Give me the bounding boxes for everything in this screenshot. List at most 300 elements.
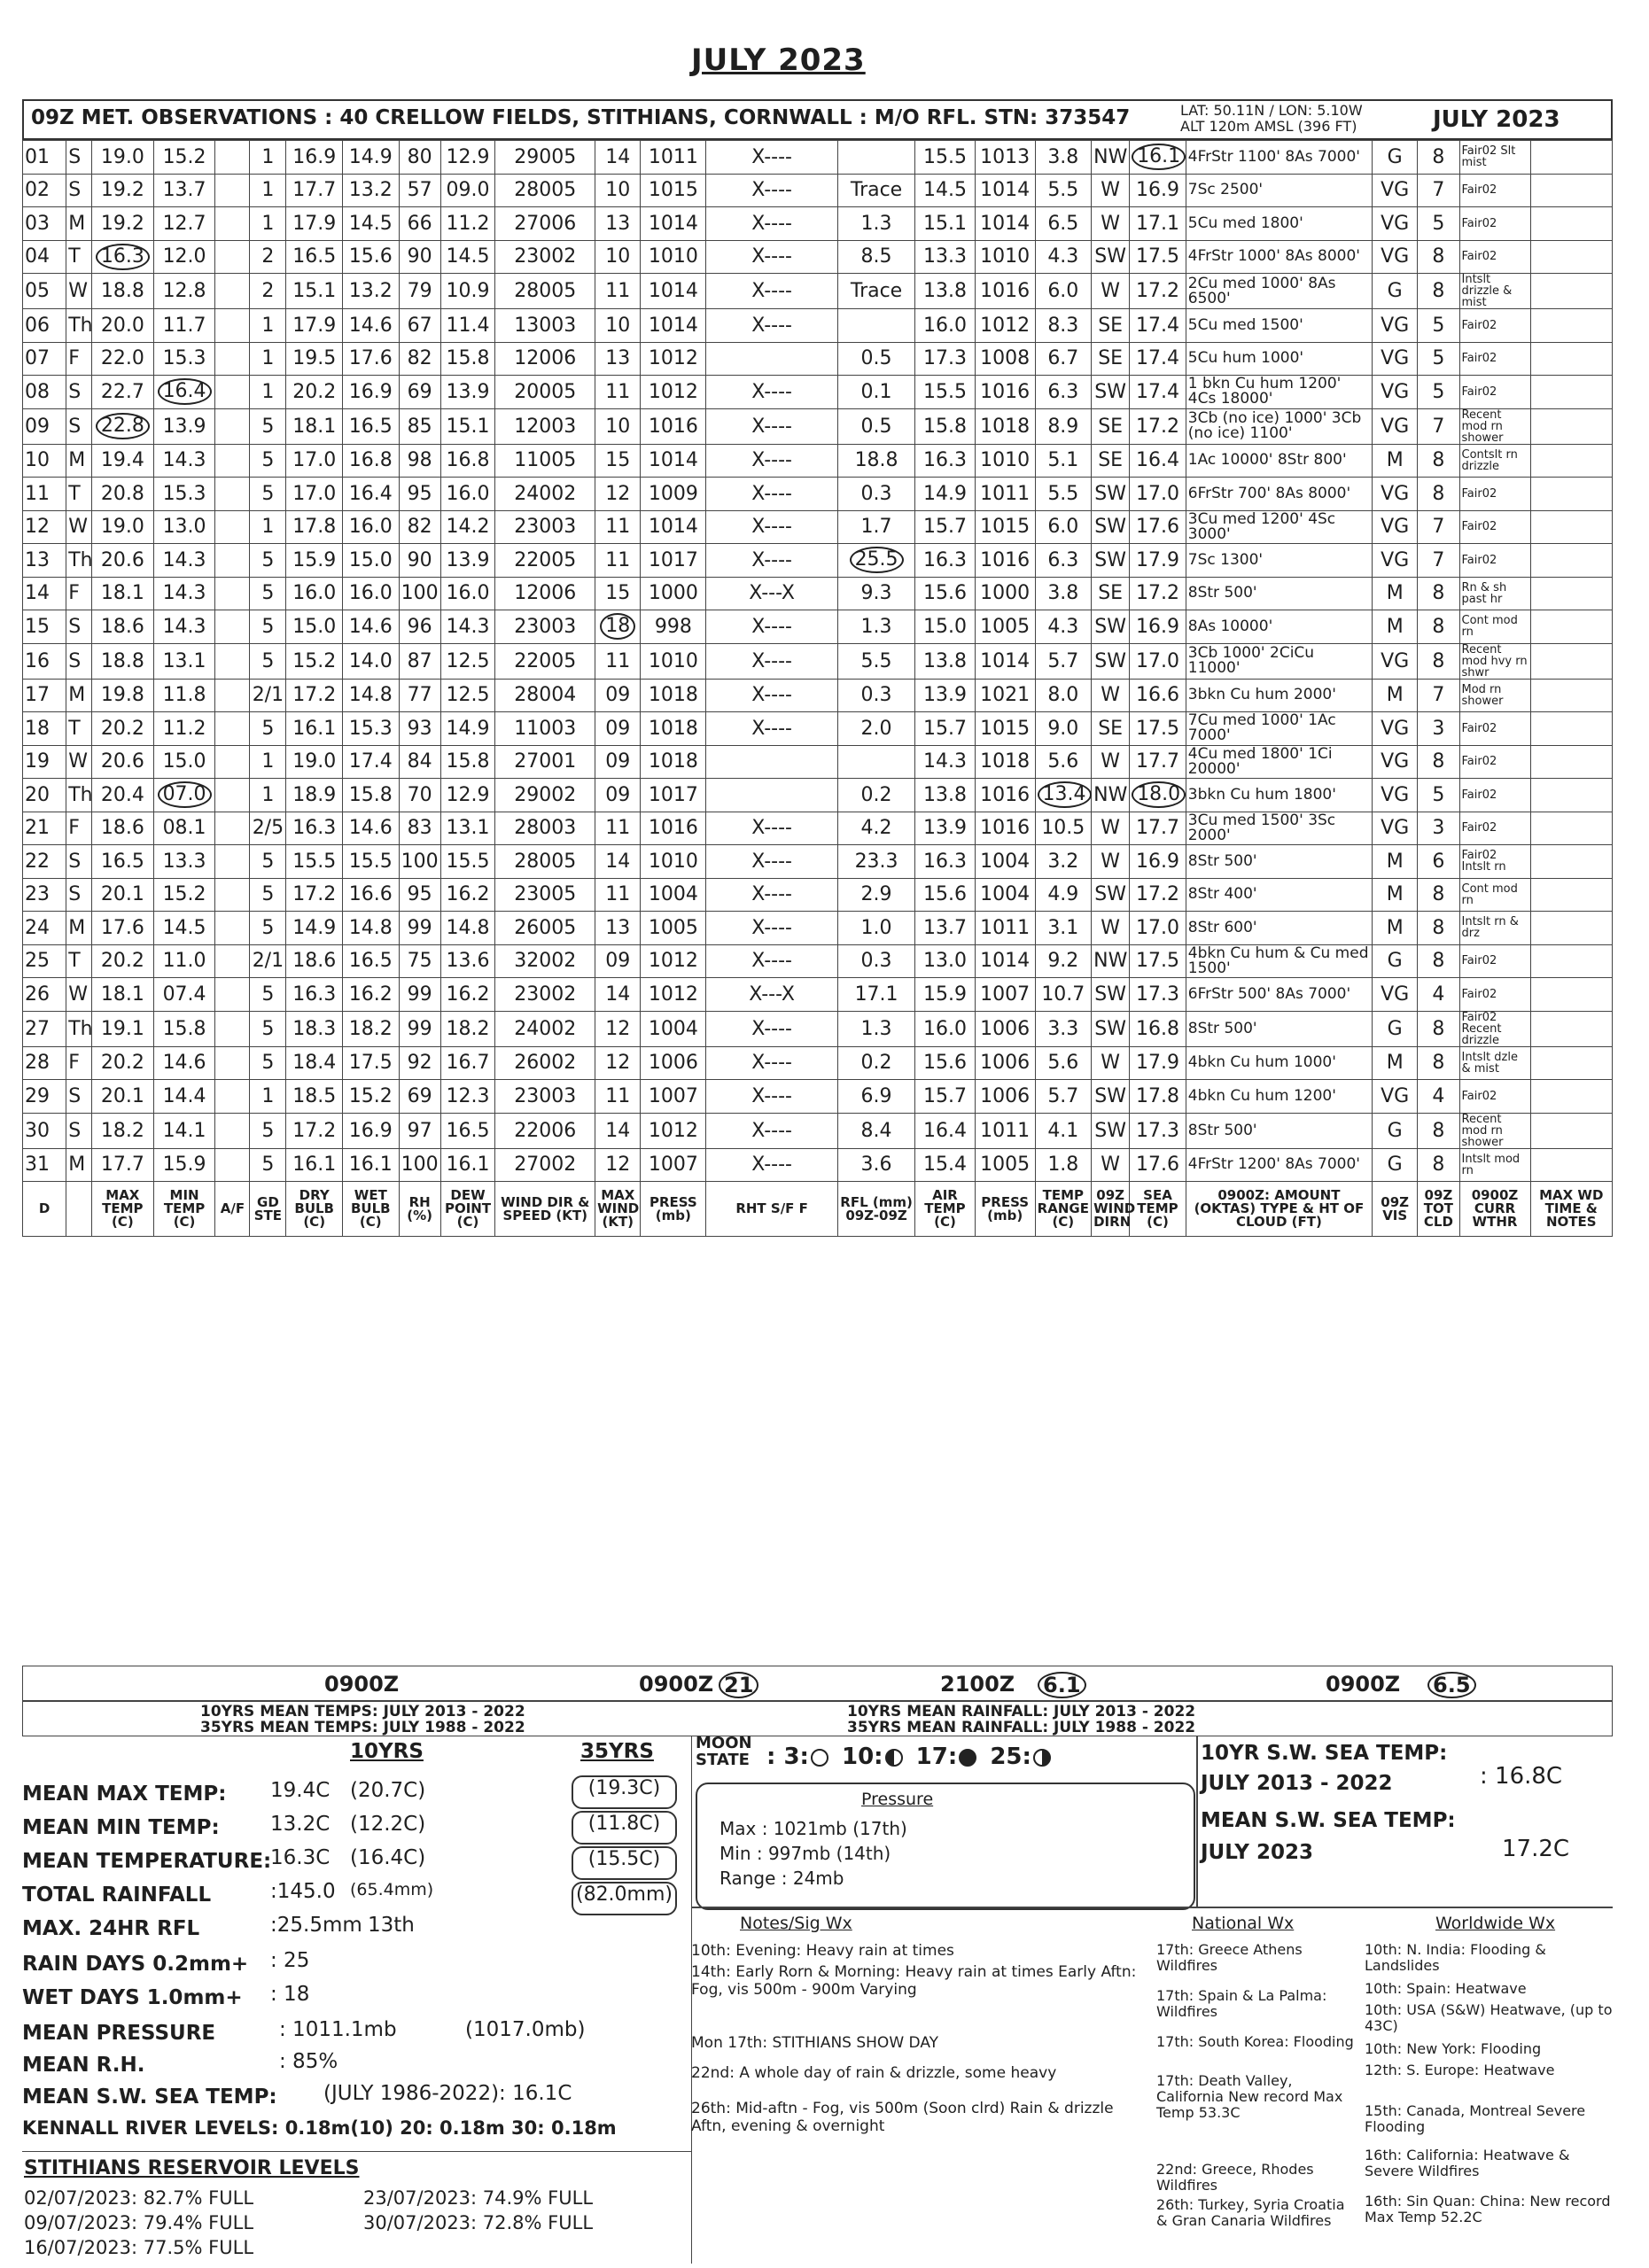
cell-dry-bulb-c-: 1 — [250, 510, 286, 544]
cell-09z-vis: 4FrStr 1200' 8As 7000' — [1186, 1148, 1372, 1182]
cell-dew-point-c-: 67 — [399, 309, 440, 343]
cell-0900z-curr-wthr: 8 — [1418, 1046, 1459, 1080]
cell-09z-wind-dirn: 5.1 — [1035, 444, 1092, 478]
cell-wet-bulb-c-: 18.6 — [286, 944, 343, 978]
cell-rh-: 14.5 — [343, 207, 400, 241]
col-header: MAX TEMP (C) — [91, 1182, 153, 1237]
cell-press-mb-: 13.9 — [915, 679, 976, 712]
cell-rht-s-f-f: 1017 — [641, 779, 706, 812]
cell-09z-tot-cld: M — [1373, 912, 1418, 945]
cell-d: 06 — [23, 309, 66, 343]
cell-gd-ste — [215, 174, 250, 207]
cell-09z-tot-cld: VG — [1373, 544, 1418, 578]
cell-max-wind-kt-: 11005 — [495, 444, 595, 478]
cell-temp-range-c-: 1016 — [975, 812, 1035, 845]
cell-09z-tot-cld: VG — [1373, 408, 1418, 444]
cell-min-temp-c-: 20.2 — [91, 712, 153, 746]
cell-0900z-amount-oktas-type-ht-of-cloud-ft-: 16.9 — [1130, 174, 1186, 207]
national-item-2: 17th: South Korea: Flooding — [1156, 2033, 1354, 2050]
cell-max-temp-c-: Th — [66, 779, 92, 812]
cell-dew-point-c-: 87 — [399, 643, 440, 679]
cell-rht-s-f-f: 1016 — [641, 812, 706, 845]
cell-dry-bulb-c-: 1 — [250, 779, 286, 812]
table-row — [23, 207, 1613, 241]
cell-temp-range-c-: 1013 — [975, 141, 1035, 175]
cell-press-mb-: 13 — [595, 912, 641, 945]
cell-press-mb-: 11 — [595, 1080, 641, 1114]
cell-min-temp-c-: 20.0 — [91, 309, 153, 343]
cell-09z-tot-cld: VG — [1373, 978, 1418, 1012]
reservoir-l1: 02/07/2023: 82.7% FULL — [24, 2187, 254, 2209]
cell-rh-: 15.5 — [343, 845, 400, 879]
cell-rh-: 14.0 — [343, 643, 400, 679]
cell-min-temp-c-: 20.8 — [91, 478, 153, 511]
cell-sea-temp-c-: W — [1092, 845, 1130, 879]
circled-value: 16.4 — [158, 378, 212, 405]
cell-min-temp-c-: 20.6 — [91, 544, 153, 578]
cell-09z-tot-cld: VG — [1373, 812, 1418, 845]
cell-dew-point-c-: 95 — [399, 878, 440, 912]
cell-press-mb-: 13.8 — [915, 779, 976, 812]
cell-max-wd-time-notes: Fair02 — [1459, 712, 1530, 746]
cell-notes — [1530, 944, 1613, 978]
mean-min-10yr: (12.2C) — [350, 1813, 426, 1836]
cell-rfl-mm-09z-09z: X---- — [706, 309, 838, 343]
cell-max-temp-c-: F — [66, 342, 92, 376]
cell-dew-point-c-: 70 — [399, 779, 440, 812]
cell-air-temp-c-: 1.3 — [837, 1011, 914, 1046]
cell-gd-ste — [215, 309, 250, 343]
cell-wet-bulb-c-: 17.8 — [286, 510, 343, 544]
circled-value: 16.3 — [96, 244, 150, 270]
cell-press-mb-: 16.3 — [915, 544, 976, 578]
cell-dew-point-c-: 99 — [399, 978, 440, 1012]
cell-09z-vis: 7Cu med 1000' 1Ac 7000' — [1186, 712, 1372, 746]
cell-wet-bulb-c-: 16.0 — [286, 577, 343, 610]
cell-gd-ste — [215, 1113, 250, 1148]
cell-max-wd-time-notes: Fair02 Slt mist — [1459, 141, 1530, 175]
cell-wind-dir-speed-kt-: 12.5 — [440, 679, 495, 712]
col-header: D — [23, 1182, 66, 1237]
cell-press-mb-: 15.4 — [915, 1148, 976, 1182]
meansea-value: (JULY 1986-2022): 16.1C — [323, 2082, 572, 2105]
cell-press-mb-: 14 — [595, 978, 641, 1012]
cell-press-mb-: 14 — [595, 845, 641, 879]
cell-max-temp-c-: T — [66, 712, 92, 746]
cell-dry-bulb-c-: 5 — [250, 544, 286, 578]
cell-0900z-curr-wthr: 5 — [1418, 376, 1459, 409]
cell-dew-point-c-: 90 — [399, 240, 440, 274]
cell-d: 21 — [23, 812, 66, 845]
cell-dry-bulb-c-: 5 — [250, 978, 286, 1012]
cell-max-wind-kt-: 23003 — [495, 610, 595, 644]
cell-0900z-amount-oktas-type-ht-of-cloud-ft-: 17.7 — [1130, 812, 1186, 845]
max24-day: 13th — [368, 1914, 415, 1937]
cell-d: 07 — [23, 342, 66, 376]
lat-lon: LAT: 50.11N / LON: 5.10W ALT 120m AMSL (396 FT) — [1180, 102, 1363, 135]
col-header: WET BULB (C) — [343, 1182, 400, 1237]
cell-press-mb-: 09 — [595, 944, 641, 978]
cell-09z-vis: 4bkn Cu hum 1200' — [1186, 1080, 1372, 1114]
cell-min-temp-c-: 22.0 — [91, 342, 153, 376]
cell-max-temp-c-: M — [66, 912, 92, 945]
cell-rh-: 14.8 — [343, 912, 400, 945]
cell-max-wind-kt-: 11003 — [495, 712, 595, 746]
cell-rfl-mm-09z-09z: X---- — [706, 944, 838, 978]
cell-rfl-mm-09z-09z: X---- — [706, 812, 838, 845]
cell-0900z-curr-wthr: 8 — [1418, 944, 1459, 978]
cell-rfl-mm-09z-09z: X---- — [706, 878, 838, 912]
cell-rfl-mm-09z-09z: X---- — [706, 207, 838, 241]
cell-0900z-curr-wthr: 8 — [1418, 1011, 1459, 1046]
cell-air-temp-c-: 0.5 — [837, 408, 914, 444]
table-row — [23, 141, 1613, 175]
table-row — [23, 610, 1613, 644]
cell-wet-bulb-c-: 16.3 — [286, 812, 343, 845]
cell-09z-tot-cld: G — [1373, 141, 1418, 175]
cell-air-temp-c-: 1.7 — [837, 510, 914, 544]
cell-press-mb-: 16.3 — [915, 845, 976, 879]
table-row — [23, 912, 1613, 945]
cell-wet-bulb-c-: 16.9 — [286, 141, 343, 175]
cell-09z-tot-cld: VG — [1373, 309, 1418, 343]
cell-gd-ste — [215, 141, 250, 175]
cell-air-temp-c-: 0.3 — [837, 679, 914, 712]
cell-temp-range-c-: 1016 — [975, 274, 1035, 309]
cell-a-f: 07.4 — [153, 978, 215, 1012]
cell-notes — [1530, 274, 1613, 309]
moon-day-2: 10: — [842, 1744, 883, 1770]
cell-09z-wind-dirn: 3.8 — [1035, 141, 1092, 175]
cell-gd-ste — [215, 577, 250, 610]
rainfall-35yr: (82.0mm) — [572, 1882, 677, 1915]
cell-gd-ste — [215, 812, 250, 845]
cell-rh-: 16.8 — [343, 444, 400, 478]
col-header: AIR TEMP (C) — [915, 1182, 976, 1237]
cell-rht-s-f-f: 1014 — [641, 309, 706, 343]
cell-sea-temp-c-: NW — [1092, 141, 1130, 175]
national-item-3: 17th: Death Valley, California New record Max Temp 53.3C — [1156, 2072, 1343, 2121]
cell-0900z-curr-wthr: 7 — [1418, 679, 1459, 712]
cell-rht-s-f-f: 998 — [641, 610, 706, 644]
cell-wet-bulb-c-: 18.3 — [286, 1011, 343, 1046]
cell-rh-: 14.6 — [343, 309, 400, 343]
cell-0900z-amount-oktas-type-ht-of-cloud-ft-: 17.0 — [1130, 912, 1186, 945]
mean-temp-10yr: (16.4C) — [350, 1846, 426, 1869]
cell-09z-tot-cld: M — [1373, 444, 1418, 478]
cell-max-wind-kt-: 27002 — [495, 1148, 595, 1182]
cell-rfl-mm-09z-09z — [706, 342, 838, 376]
cell-wet-bulb-c-: 17.9 — [286, 207, 343, 241]
cell-dew-point-c-: 98 — [399, 444, 440, 478]
cell-wet-bulb-c-: 15.0 — [286, 610, 343, 644]
cell-09z-wind-dirn: 8.0 — [1035, 679, 1092, 712]
cell-air-temp-c-: 9.3 — [837, 577, 914, 610]
cell-press-mb-: 16.0 — [915, 1011, 976, 1046]
cell-max-wd-time-notes: Fair02 — [1459, 510, 1530, 544]
new-moon-icon — [959, 1749, 976, 1767]
cell-0900z-amount-oktas-type-ht-of-cloud-ft-: 17.7 — [1130, 745, 1186, 779]
raindays-label: RAIN DAYS 0.2mm+ — [22, 1953, 249, 1976]
cell-dry-bulb-c-: 2 — [250, 240, 286, 274]
cell-sea-temp-c-: W — [1092, 1046, 1130, 1080]
cell-d: 11 — [23, 478, 66, 511]
cell-09z-tot-cld: VG — [1373, 510, 1418, 544]
cell-max-temp-c-: F — [66, 577, 92, 610]
cell-0900z-curr-wthr: 8 — [1418, 274, 1459, 309]
cell-rh-: 16.6 — [343, 878, 400, 912]
cell-rht-s-f-f: 1015 — [641, 174, 706, 207]
cell-d: 22 — [23, 845, 66, 879]
moon-label: MOON STATE — [696, 1734, 752, 1769]
cell-press-mb-: 12 — [595, 478, 641, 511]
cell-max-temp-c-: S — [66, 408, 92, 444]
cell-wet-bulb-c-: 16.3 — [286, 978, 343, 1012]
cell-max-temp-c-: M — [66, 1148, 92, 1182]
cell-a-f: 11.0 — [153, 944, 215, 978]
cell-a-f: 14.3 — [153, 444, 215, 478]
national-item-4: 22nd: Greece, Rhodes Wildfires — [1156, 2161, 1314, 2194]
cell-sea-temp-c-: SE — [1092, 408, 1130, 444]
table-row — [23, 1113, 1613, 1148]
station-title: 09Z MET. OBSERVATIONS : 40 CRELLOW FIELDS, STITHIANS, CORNWALL : M/O RFL. STN: 373547 — [31, 106, 1131, 129]
cell-a-f: 15.3 — [153, 342, 215, 376]
cell-09z-wind-dirn: 5.5 — [1035, 478, 1092, 511]
cell-09z-wind-dirn: 5.6 — [1035, 745, 1092, 779]
cell-max-wind-kt-: 28004 — [495, 679, 595, 712]
cell-0900z-curr-wthr: 8 — [1418, 745, 1459, 779]
cell-max-wind-kt-: 23003 — [495, 1080, 595, 1114]
cell-sea-temp-c-: SE — [1092, 309, 1130, 343]
pressure-max: Max : 1021mb (17th) — [719, 1818, 907, 1839]
notes-item-4: 26th: Mid-aftn - Fog, vis 500m (Soon clrd) Rain & drizzle Aftn, evening & overnight — [691, 2100, 1114, 2135]
cell-wet-bulb-c-: 17.0 — [286, 478, 343, 511]
cell-press-mb-: 16.4 — [915, 1113, 976, 1148]
cell-rh-: 15.6 — [343, 240, 400, 274]
cell-wind-dir-speed-kt-: 14.5 — [440, 240, 495, 274]
cell-dry-bulb-c-: 1 — [250, 174, 286, 207]
cell-d: 16 — [23, 643, 66, 679]
cell-rht-s-f-f: 1012 — [641, 376, 706, 409]
cell-09z-tot-cld: VG — [1373, 376, 1418, 409]
pressure-title: Pressure — [861, 1790, 934, 1809]
cell-dry-bulb-c-: 1 — [250, 141, 286, 175]
cell-air-temp-c-: Trace — [837, 174, 914, 207]
table-row — [23, 309, 1613, 343]
cell-wet-bulb-c-: 17.2 — [286, 679, 343, 712]
cell-min-temp-c-: 19.0 — [91, 510, 153, 544]
cell-air-temp-c-: Trace — [837, 274, 914, 309]
cell-gd-ste — [215, 1148, 250, 1182]
table-row — [23, 812, 1613, 845]
cell-0900z-amount-oktas-type-ht-of-cloud-ft-: 17.3 — [1130, 978, 1186, 1012]
cell-sea-temp-c-: SW — [1092, 1080, 1130, 1114]
cell-max-wind-kt-: 20005 — [495, 376, 595, 409]
cell-09z-vis: 5Cu med 1800' — [1186, 207, 1372, 241]
cell-notes — [1530, 376, 1613, 409]
cell-max-wd-time-notes: Fair02 — [1459, 779, 1530, 812]
table-row — [23, 845, 1613, 879]
cell-air-temp-c- — [837, 141, 914, 175]
cell-dry-bulb-c-: 1 — [250, 342, 286, 376]
cell-09z-vis: 3bkn Cu hum 2000' — [1186, 679, 1372, 712]
cell-rfl-mm-09z-09z: X---- — [706, 1046, 838, 1080]
mean-temp-35yr: (15.5C) — [572, 1846, 677, 1880]
cell-press-mb-: 13.9 — [915, 812, 976, 845]
cell-d: 31 — [23, 1148, 66, 1182]
moon-day-4: 25: — [990, 1744, 1031, 1770]
cell-dry-bulb-c-: 2/5 — [250, 812, 286, 845]
cell-gd-ste — [215, 207, 250, 241]
first-quarter-icon — [1033, 1749, 1051, 1767]
cell-press-mb-: 11 — [595, 643, 641, 679]
cell-wet-bulb-c-: 17.9 — [286, 309, 343, 343]
cell-0900z-amount-oktas-type-ht-of-cloud-ft-: 16.6 — [1130, 679, 1186, 712]
cell-min-temp-c- — [91, 408, 153, 444]
cell-press-mb-: 09 — [595, 712, 641, 746]
cell-notes — [1530, 679, 1613, 712]
cell-rh-: 18.2 — [343, 1011, 400, 1046]
cell-rfl-mm-09z-09z: X---- — [706, 912, 838, 945]
cell-rht-s-f-f: 1004 — [641, 878, 706, 912]
cell-d: 14 — [23, 577, 66, 610]
national-item-0: 17th: Greece Athens Wildfires — [1156, 1941, 1303, 1974]
cell-gd-ste — [215, 274, 250, 309]
cell-dew-point-c-: 100 — [399, 1148, 440, 1182]
cell-09z-tot-cld: VG — [1373, 643, 1418, 679]
cell-0900z-amount-oktas-type-ht-of-cloud-ft-: 16.9 — [1130, 610, 1186, 644]
cell-a-f: 14.4 — [153, 1080, 215, 1114]
cell-rfl-mm-09z-09z: X---- — [706, 408, 838, 444]
cell-notes — [1530, 1080, 1613, 1114]
cell-0900z-curr-wthr: 8 — [1418, 478, 1459, 511]
cell-max-wd-time-notes: Fair02 Intslt rn — [1459, 845, 1530, 879]
col-header: A/F — [215, 1182, 250, 1237]
cell-a-f: 14.6 — [153, 1046, 215, 1080]
cell-09z-wind-dirn: 3.3 — [1035, 1011, 1092, 1046]
cell-09z-vis: 4FrStr 1100' 8As 7000' — [1186, 141, 1372, 175]
station-header — [22, 99, 1613, 140]
cell-max-temp-c-: S — [66, 1113, 92, 1148]
rainfall-value: :145.0 — [270, 1880, 336, 1903]
cell-max-wd-time-notes: Fair02 — [1459, 174, 1530, 207]
cell-min-temp-c-: 20.2 — [91, 944, 153, 978]
col-header: PRESS (mb) — [641, 1182, 706, 1237]
world-item-3: 10th: New York: Flooding — [1365, 2040, 1542, 2057]
cell-max-wind-kt-: 22005 — [495, 544, 595, 578]
cell-wind-dir-speed-kt-: 14.9 — [440, 712, 495, 746]
header-month: JULY 2023 — [1433, 106, 1560, 133]
cell-wet-bulb-c-: 18.4 — [286, 1046, 343, 1080]
cell-press-mb-: 11 — [595, 544, 641, 578]
cell-sea-temp-c-: SE — [1092, 342, 1130, 376]
cell-09z-wind-dirn: 3.8 — [1035, 577, 1092, 610]
cell-rht-s-f-f: 1012 — [641, 978, 706, 1012]
cell-max-wind-kt-: 28005 — [495, 845, 595, 879]
cell-wind-dir-speed-kt-: 14.3 — [440, 610, 495, 644]
cell-09z-wind-dirn — [1035, 779, 1092, 812]
cell-gd-ste — [215, 408, 250, 444]
time-circle-c: 6.1 — [1038, 1672, 1086, 1698]
cell-rh-: 14.6 — [343, 610, 400, 644]
cell-air-temp-c-: 0.2 — [837, 779, 914, 812]
cell-notes — [1530, 845, 1613, 879]
circled-value: 13.4 — [1038, 781, 1092, 808]
cell-rht-s-f-f: 1014 — [641, 444, 706, 478]
cell-rht-s-f-f: 1016 — [641, 408, 706, 444]
cell-temp-range-c-: 1014 — [975, 944, 1035, 978]
cell-rht-s-f-f: 1010 — [641, 643, 706, 679]
cell-air-temp-c-: 1.3 — [837, 610, 914, 644]
cell-press-mb-: 12 — [595, 1011, 641, 1046]
cell-09z-tot-cld: M — [1373, 1046, 1418, 1080]
cell-gd-ste — [215, 478, 250, 511]
cell-min-temp-c-: 18.8 — [91, 274, 153, 309]
col-header: MAX WIND (KT) — [595, 1182, 641, 1237]
cell-gd-ste — [215, 240, 250, 274]
cell-rfl-mm-09z-09z: X---- — [706, 174, 838, 207]
cell-press-mb-: 13.0 — [915, 944, 976, 978]
cell-09z-wind-dirn: 8.9 — [1035, 408, 1092, 444]
cell-09z-tot-cld: VG — [1373, 1080, 1418, 1114]
cell-gd-ste — [215, 610, 250, 644]
cell-temp-range-c-: 1005 — [975, 1148, 1035, 1182]
cell-0900z-curr-wthr: 7 — [1418, 544, 1459, 578]
cell-09z-tot-cld: VG — [1373, 712, 1418, 746]
cell-gd-ste — [215, 444, 250, 478]
circled-value: 16.1 — [1132, 144, 1186, 170]
cell-rfl-mm-09z-09z: X---- — [706, 510, 838, 544]
cell-0900z-amount-oktas-type-ht-of-cloud-ft-: 17.3 — [1130, 1113, 1186, 1148]
cell-max-wd-time-notes: Intslt rn & drz — [1459, 912, 1530, 945]
cell-air-temp-c-: 4.2 — [837, 812, 914, 845]
cell-rht-s-f-f: 1010 — [641, 845, 706, 879]
cell-press-mb- — [595, 610, 641, 644]
cell-min-temp-c-: 17.7 — [91, 1148, 153, 1182]
cell-d: 20 — [23, 779, 66, 812]
time-0900z-d: 0900Z — [1326, 1672, 1401, 1697]
cell-rht-s-f-f: 1005 — [641, 912, 706, 945]
cell-press-mb-: 10 — [595, 408, 641, 444]
raindays-value: : 25 — [270, 1949, 310, 1972]
cell-notes — [1530, 240, 1613, 274]
cell-sea-temp-c-: NW — [1092, 944, 1130, 978]
cell-dry-bulb-c-: 1 — [250, 1080, 286, 1114]
cell-press-mb-: 14 — [595, 1113, 641, 1148]
cell-wind-dir-speed-kt-: 10.9 — [440, 274, 495, 309]
cell-wind-dir-speed-kt-: 16.2 — [440, 878, 495, 912]
cell-max-wd-time-notes: Cont mod rn — [1459, 610, 1530, 644]
cell-rh-: 15.8 — [343, 779, 400, 812]
cell-min-temp-c-: 16.5 — [91, 845, 153, 879]
cell-max-temp-c-: S — [66, 174, 92, 207]
cell-a-f: 08.1 — [153, 812, 215, 845]
time-0900z-b: 0900Z — [639, 1672, 714, 1697]
cell-air-temp-c-: 2.0 — [837, 712, 914, 746]
cell-max-wind-kt-: 23002 — [495, 978, 595, 1012]
cell-gd-ste — [215, 912, 250, 945]
cell-notes — [1530, 478, 1613, 511]
cell-max-wd-time-notes: Recent mod rn shower — [1459, 408, 1530, 444]
cell-09z-vis: 2Cu med 1000' 8As 6500' — [1186, 274, 1372, 309]
cell-press-mb-: 15.6 — [915, 1046, 976, 1080]
cell-notes — [1530, 1011, 1613, 1046]
cell-wet-bulb-c-: 17.0 — [286, 444, 343, 478]
cell-gd-ste — [215, 978, 250, 1012]
cell-a-f: 13.9 — [153, 408, 215, 444]
mean-temp-label: MEAN TEMPERATURE: — [22, 1850, 272, 1873]
cell-rfl-mm-09z-09z: X---- — [706, 643, 838, 679]
